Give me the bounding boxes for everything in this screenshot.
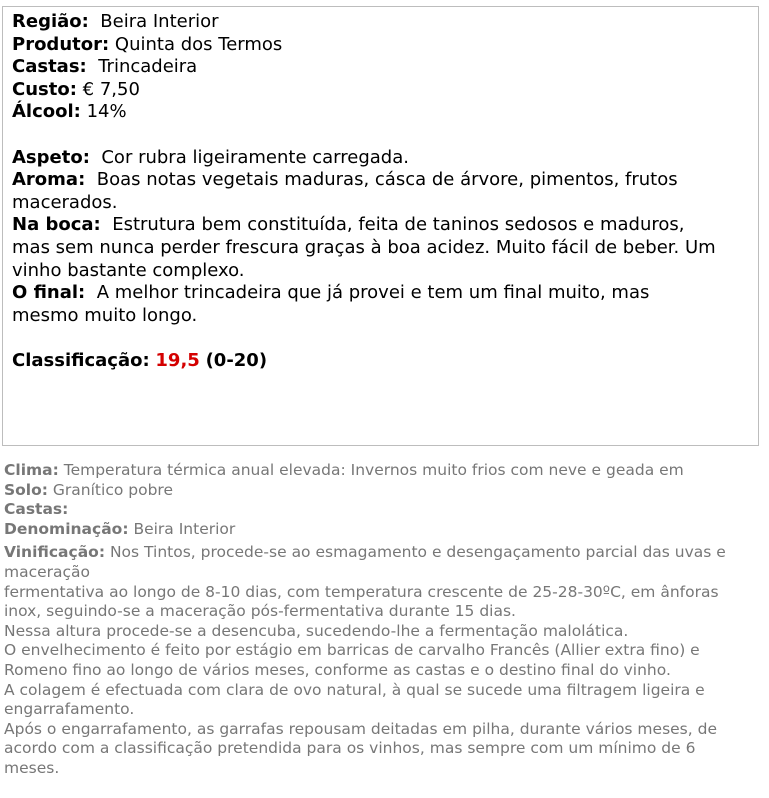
classificacao-row	[12, 350, 747, 373]
classificacao-scale: (0-20)	[205, 349, 268, 371]
final-row	[12, 282, 747, 305]
custo-label: Custo:	[12, 78, 77, 100]
boca-label: Na boca:	[12, 214, 101, 236]
classificacao-label: Classificação:	[12, 349, 150, 371]
vinificacao-row	[4, 543, 766, 563]
boca-row	[12, 214, 747, 237]
boca-line-2: mas sem nunca perder frescura graças à boa acidez. Muito fácil de beber. Um	[12, 236, 716, 258]
tasting-notes	[12, 11, 747, 373]
aspeto-value: Cor rubra ligeiramente carregada.	[101, 146, 409, 168]
clima-value: Temperatura térmica anual elevada: Invernos muito frios com neve e geada em	[63, 461, 684, 479]
vinificacao-line-5: Nessa altura procede-se a desencuba, sucedendo-lhe a fermentação malolática.	[4, 621, 629, 640]
castas-row	[12, 56, 747, 79]
castas-info-label: Castas:	[4, 500, 69, 519]
vinificacao-line-7: Romeno fino ao longo de vários meses, conforme as castas e o destino final do vinho.	[4, 660, 671, 679]
produtor-label: Produtor:	[12, 33, 110, 55]
castas-value: Trincadeira	[98, 56, 198, 78]
alcool-row	[12, 101, 747, 124]
clima-row	[4, 461, 766, 481]
vinificacao-line-11: acordo com a classificação pretendida para os vinhos, mas sempre com um mínimo de 6	[4, 739, 696, 758]
regiao-label: Região:	[12, 11, 89, 32]
castas-label: Castas:	[12, 56, 87, 78]
vinificacao-line-10: Após o engarrafamento, as garrafas repousam deitadas em pilha, durante vários meses, de	[4, 719, 717, 738]
classificacao-score: 19,5	[155, 349, 200, 371]
produtor-row	[12, 34, 747, 57]
regiao-row	[12, 11, 747, 34]
produtor-value: Quinta dos Termos	[114, 33, 283, 55]
aroma-line-2: macerados.	[12, 191, 118, 213]
aroma-row	[12, 169, 747, 192]
alcool-value: 14%	[86, 101, 127, 123]
vinificacao-line-12: meses.	[4, 758, 60, 777]
wine-info	[4, 461, 766, 779]
clima-label: Clima:	[4, 461, 59, 479]
castas-info-row	[4, 500, 766, 520]
solo-row	[4, 481, 766, 501]
vinificacao-line-6: O envelhecimento é feito por estágio em barricas de carvalho Francês (Allier extra fino) e	[4, 641, 700, 660]
aroma-line-1: Boas notas vegetais maduras, cásca de árvore, pimentos, frutos	[96, 169, 678, 191]
vinificacao-line-4: inox, seguindo-se a maceração pós-fermentativa durante 15 dias.	[4, 602, 516, 621]
alcool-label: Álcool:	[12, 101, 81, 123]
tasting-notes-box	[2, 6, 759, 446]
final-line-2: mesmo muito longo.	[12, 304, 198, 326]
denominacao-row	[4, 520, 766, 540]
custo-value: € 7,50	[82, 78, 140, 100]
boca-line-1: Estrutura bem constituída, feita de taninos sedosos e maduros,	[112, 214, 685, 236]
aroma-label: Aroma:	[12, 169, 86, 191]
boca-line-3: vinho bastante complexo.	[12, 259, 245, 281]
denominacao-label: Denominação:	[4, 519, 129, 538]
vinificacao-label: Vinificação:	[4, 543, 106, 562]
vinificacao-line-1: Nos Tintos, procede-se ao esmagamento e desengaçamento parcial das uvas e	[109, 543, 726, 562]
regiao-value: Beira Interior	[100, 11, 219, 32]
denominacao-value: Beira Interior	[133, 519, 236, 538]
aspeto-label: Aspeto:	[12, 146, 90, 168]
final-line-1: A melhor trincadeira que já provei e tem um final muito, mas	[96, 282, 650, 304]
vinificacao-line-2: maceração	[4, 562, 91, 581]
vinificacao-line-9: engarrafamento.	[4, 700, 135, 719]
vinificacao-line-3: fermentativa ao longo de 8-10 dias, com temperatura crescente de 25-28-30ºC, em ânforas	[4, 582, 719, 601]
solo-value: Granítico pobre	[52, 480, 173, 499]
custo-row	[12, 79, 747, 102]
final-label: O final:	[12, 282, 86, 304]
solo-label: Solo:	[4, 480, 48, 499]
aspeto-row	[12, 147, 747, 170]
vinificacao-line-8: A colagem é efectuada com clara de ovo natural, à qual se sucede uma filtragem ligeira e	[4, 680, 705, 699]
